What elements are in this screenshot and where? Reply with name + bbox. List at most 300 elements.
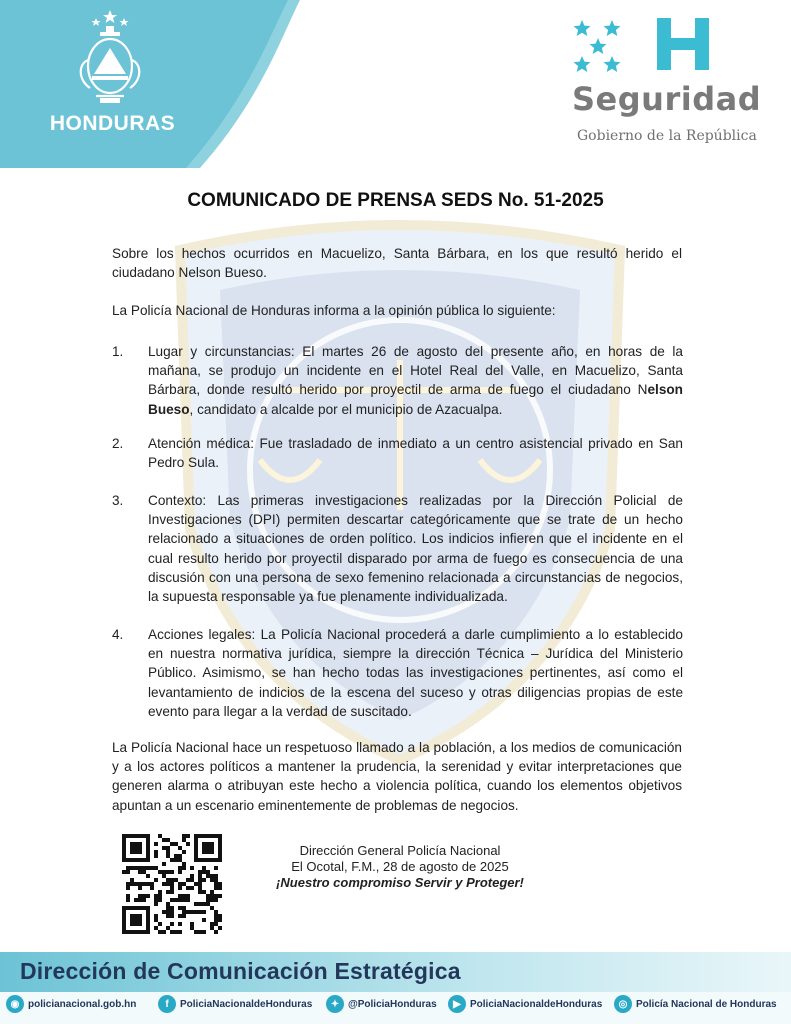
qr-module [146,882,150,886]
list-item-text [148,342,683,419]
qr-module [186,910,190,914]
qr-module [146,894,150,898]
qr-module [170,858,174,862]
qr-module [198,882,202,886]
candidate-name-bold: elson Bueso [148,382,683,417]
qr-module [122,930,126,934]
qr-module [182,862,186,866]
qr-module [166,850,170,854]
qr-module [214,930,218,934]
qr-module [202,850,206,854]
qr-module [210,878,214,882]
qr-module [146,914,150,918]
qr-module [214,866,218,870]
qr-module [202,842,206,846]
qr-module [178,914,182,918]
qr-module [166,846,170,850]
footer-link-label: Policía Nacional de Honduras [636,998,777,1010]
footer-link-label: PoliciaNacionaldeHonduras [470,998,603,1010]
qr-module [214,918,218,922]
qr-module [214,910,218,914]
qr-module [158,898,162,902]
qr-module [186,898,190,902]
signature-motto: ¡Nuestro compromiso Servir y Proteger! [276,875,524,890]
qr-module [214,858,218,862]
qr-module [142,866,146,870]
qr-module [162,870,166,874]
closing-paragraph: La Policía Nacional hace un respetuoso llamado a la población, a los medios de comunicación y a los actores políticos a mantener la prudencia, la serenidad y evitar interpretaciones que generen alarma o atribuyan este hecho a violencia política, cuando los elementos objetivos apuntan a un escenario eminentemente de problemas de negocios. [112,740,682,813]
qr-module [186,834,190,838]
footer-link-instagram[interactable] [614,992,777,1016]
qr-module [210,842,214,846]
qr-module [174,878,178,882]
qr-module [202,834,206,838]
qr-module [138,842,142,846]
qr-module [162,862,166,866]
qr-module [122,858,126,862]
qr-module [126,894,130,898]
qr-module [198,858,202,862]
qr-module [138,930,142,934]
qr-module [142,894,146,898]
qr-module [162,838,166,842]
qr-module [146,846,150,850]
qr-module [194,930,198,934]
qr-module [138,898,142,902]
qr-module [126,906,130,910]
qr-module [146,906,150,910]
qr-module [182,906,186,910]
qr-module [134,906,138,910]
qr-module [130,842,134,846]
qr-module [202,870,206,874]
qr-module [206,850,210,854]
qr-module [134,866,138,870]
qr-module [194,850,198,854]
qr-module [170,910,174,914]
qr-module [166,890,170,894]
qr-module [182,898,186,902]
qr-module [206,874,210,878]
qr-module [138,846,142,850]
footer-link-label: @PoliciaHonduras [348,998,437,1010]
qr-module [210,922,214,926]
qr-module [198,886,202,890]
qr-module [130,866,134,870]
qr-module [206,898,210,902]
qr-module [214,882,218,886]
qr-module [170,878,174,882]
qr-module [154,898,158,902]
qr-module [138,922,142,926]
qr-module [138,918,142,922]
qr-module [162,874,166,878]
qr-module [122,906,126,910]
qr-module [126,898,130,902]
qr-module [130,834,134,838]
qr-module [198,930,202,934]
qr-module [122,834,126,838]
qr-module [170,930,174,934]
qr-module [122,838,126,842]
qr-module [178,858,182,862]
qr-module [214,874,218,878]
qr-module [126,930,130,934]
qr-module [134,846,138,850]
qr-module [170,886,174,890]
qr-module [186,842,190,846]
footer-link-facebook[interactable] [158,992,312,1016]
qr-module [198,870,202,874]
qr-module [190,922,194,926]
honduras-label: HONDURAS [49,112,176,135]
qr-module [202,858,206,862]
qr-module [206,902,210,906]
qr-module [146,850,150,854]
qr-module [122,870,126,874]
qr-module [130,850,134,854]
qr-module [122,850,126,854]
signature-line-1: Dirección General Policía Nacional [299,843,501,858]
lead-paragraph: La Policía Nacional de Honduras informa a la opinión pública lo siguiente: [112,303,556,318]
qr-module [190,874,194,878]
qr-module [190,910,194,914]
qr-module [134,834,138,838]
qr-module [190,878,194,882]
qr-module [190,886,194,890]
qr-module [202,910,206,914]
qr-module [154,878,158,882]
qr-module [130,878,134,882]
qr-module [158,930,162,934]
qr-module [162,846,166,850]
qr-module [134,918,138,922]
qr-module [134,850,138,854]
qr-module [202,878,206,882]
signature-block [235,843,565,891]
qr-module [214,898,218,902]
intro-paragraph: Sobre los hechos ocurridos en Macuelizo, Santa Bárbara, en los que resultó herido el ciudadano Nelson Bueso. [112,246,682,281]
footer-title: Dirección de Comunicación Estratégica [20,958,461,984]
qr-module [138,886,142,890]
qr-module [206,858,210,862]
footer-link-youtube[interactable] [448,992,602,1016]
qr-module [170,890,174,894]
qr-module [122,854,126,858]
qr-module [146,854,150,858]
qr-module [170,914,174,918]
qr-module [146,874,150,878]
list-item-text-part: Lugar y circunstancias: El martes 26 de agosto del presente año, en horas de la mañana, se produjo un incidente en el Hotel Real del Valle, en Macuelizo, Santa Bárbara, donde resultó herido por proyectil de arma de fuego el ciudadano N [148,344,683,398]
qr-module [218,882,222,886]
qr-module [170,898,174,902]
qr-module [150,866,154,870]
qr-module [130,858,134,862]
qr-module [122,918,126,922]
list-item-number: 2. [112,436,124,451]
qr-module [210,850,214,854]
qr-module [210,834,214,838]
qr-module [210,894,214,898]
qr-module [138,882,142,886]
qr-module [182,834,186,838]
qr-module [166,854,170,858]
header-teal-shape [0,0,300,168]
qr-module [178,846,182,850]
qr-module [146,834,150,838]
qr-module [158,922,162,926]
qr-module [134,930,138,934]
instagram-icon: ◎ [614,995,632,1013]
qr-module [178,866,182,870]
qr-module [134,842,138,846]
qr-module [122,910,126,914]
qr-module [198,878,202,882]
qr-module [134,922,138,926]
qr-module [134,858,138,862]
qr-module [122,842,126,846]
qr-module [158,870,162,874]
qr-module [122,846,126,850]
qr-module [218,858,222,862]
qr-module [126,834,130,838]
qr-module [170,906,174,910]
stars-icon [572,18,652,74]
qr-module [218,918,222,922]
qr-module [154,842,158,846]
qr-module [202,890,206,894]
qr-module [138,834,142,838]
qr-module [126,870,130,874]
list-item-text: Contexto: Las primeras investigaciones realizadas por la Dirección Policial de Investigaciones (DPI) permiten descartar categóricamente que se trate de un hecho relacionado a situaciones de orden político. Los indicios infieren que el incidente en el cual resulto herido por proyectil disparado por arma de fuego es consecuencia de una discusión con una persona de sexo femenino relacionada a circunstancias de negocios, la supuesta responsable ya fue plenamente individualizada. [148,493,683,605]
qr-module [134,898,138,902]
qr-module [214,886,218,890]
qr-module [130,918,134,922]
qr-module [218,838,222,842]
qr-module [218,914,222,918]
qr-module [214,834,218,838]
qr-module [150,886,154,890]
qr-module [138,870,142,874]
qr-module [214,878,218,882]
footer-social-links [6,992,791,1016]
qr-module [210,846,214,850]
qr-module [158,834,162,838]
qr-module [194,902,198,906]
qr-module [214,914,218,918]
qr-module [166,870,170,874]
qr-module [198,902,202,906]
qr-module [174,842,178,846]
qr-module [122,914,126,918]
qr-module [186,878,190,882]
qr-module [166,878,170,882]
qr-module [178,930,182,934]
qr-module [126,866,130,870]
qr-module [194,882,198,886]
qr-module [182,894,186,898]
qr-module [130,922,134,926]
qr-module [174,858,178,862]
qr-module [146,918,150,922]
qr-module [170,922,174,926]
qr-module [154,902,158,906]
qr-module [122,926,126,930]
qr-module [166,926,170,930]
qr-module [218,850,222,854]
web-icon: ◉ [6,995,24,1013]
qr-module [142,834,146,838]
qr-module [218,834,222,838]
qr-module [194,842,198,846]
qr-module [130,930,134,934]
qr-module [210,858,214,862]
footer-link-label: PoliciaNacionaldeHonduras [180,998,313,1010]
twitter-icon: ✦ [326,995,344,1013]
qr-module [182,838,186,842]
header [0,0,791,168]
qr-module [138,858,142,862]
qr-module [178,882,182,886]
qr-module [166,906,170,910]
qr-module [202,866,206,870]
qr-module [162,910,166,914]
qr-module [198,910,202,914]
qr-module [158,894,162,898]
qr-module [174,898,178,902]
qr-module [146,842,150,846]
qr-module [138,894,142,898]
qr-module [194,858,198,862]
qr-module [178,886,182,890]
document-title: COMUNICADO DE PRENSA SEDS No. 51-2025 [187,190,604,211]
qr-module [210,890,214,894]
qr-module [154,926,158,930]
qr-module [206,846,210,850]
qr-module [154,894,158,898]
qr-module [206,842,210,846]
qr-module [218,894,222,898]
qr-module [158,890,162,894]
list-item-number: 1. [112,344,124,359]
qr-module [134,882,138,886]
qr-module [218,842,222,846]
qr-module [142,906,146,910]
qr-module [190,926,194,930]
facebook-icon: f [158,995,176,1013]
qr-module [186,894,190,898]
qr-module [182,882,186,886]
qr-module [190,866,194,870]
qr-module [166,910,170,914]
qr-module [210,898,214,902]
qr-module [146,910,150,914]
qr-module [202,902,206,906]
qr-module [202,846,206,850]
qr-module [134,914,138,918]
qr-module [166,914,170,918]
qr-module [170,842,174,846]
footer-link-web[interactable] [6,992,136,1016]
qr-module [218,926,222,930]
qr-module [194,910,198,914]
qr-module [142,898,146,902]
qr-module [154,866,158,870]
qr-module [174,930,178,934]
qr-module [202,918,206,922]
footer-link-twitter[interactable] [326,992,437,1016]
qr-module [178,922,182,926]
seguridad-title: Seguridad [572,80,762,118]
qr-module [138,914,142,918]
honduras-coat-of-arms-icon [70,8,150,108]
qr-module [210,906,214,910]
qr-module [146,858,150,862]
qr-module [126,882,130,886]
list-item-number: 3. [112,493,124,508]
qr-module [130,882,134,886]
list-item-text: Atención médica: Fue trasladado de inmediato a un centro asistencial privado en San Pedro Sula. [148,436,683,471]
qr-module [182,914,186,918]
qr-module [178,898,182,902]
list-item-text: Acciones legales: La Policía Nacional procederá a darle cumplimiento a lo establecido en nuestra normativa jurídica, siempre la dirección Técnica – Jurídica del Ministerio Público. Asimismo, se han hecho todas las investigaciones pertinentes, así como el levantamiento de indicios de la escena del suceso y otras diligencias propias de este evento para llegar a la verdad de suscitado. [148,627,683,719]
qr-module [194,846,198,850]
qr-module [178,894,182,898]
qr-module [182,910,186,914]
qr-module [142,858,146,862]
qr-module [170,882,174,886]
qr-module [162,930,166,934]
qr-module [130,906,134,910]
qr-module [206,834,210,838]
qr-module [126,886,130,890]
qr-module [210,926,214,930]
qr-module [154,914,158,918]
qr-module [142,870,146,874]
gobierno-subtitle: Gobierno de la República [577,128,757,144]
qr-module [154,918,158,922]
qr-module [202,930,206,934]
qr-module [146,922,150,926]
qr-module [142,930,146,934]
qr-module [146,838,150,842]
qr-module [178,870,182,874]
qr-module [166,882,170,886]
youtube-icon: ▶ [448,995,466,1013]
qr-module [178,854,182,858]
qr-module [198,834,202,838]
qr-module [146,930,150,934]
qr-module [166,902,170,906]
qr-module [174,854,178,858]
qr-module [166,838,170,842]
qr-module [138,866,142,870]
qr-module [218,846,222,850]
list-item-number: 4. [112,627,124,642]
qr-module [210,874,214,878]
qr-module [162,882,166,886]
qr-module [154,854,158,858]
qr-module [170,870,174,874]
qr-code-icon[interactable] [110,830,235,945]
qr-module [154,850,158,854]
qr-module [150,882,154,886]
qr-module [194,838,198,842]
qr-module [178,906,182,910]
qr-module [146,926,150,930]
qr-module [198,874,202,878]
qr-module [218,886,222,890]
